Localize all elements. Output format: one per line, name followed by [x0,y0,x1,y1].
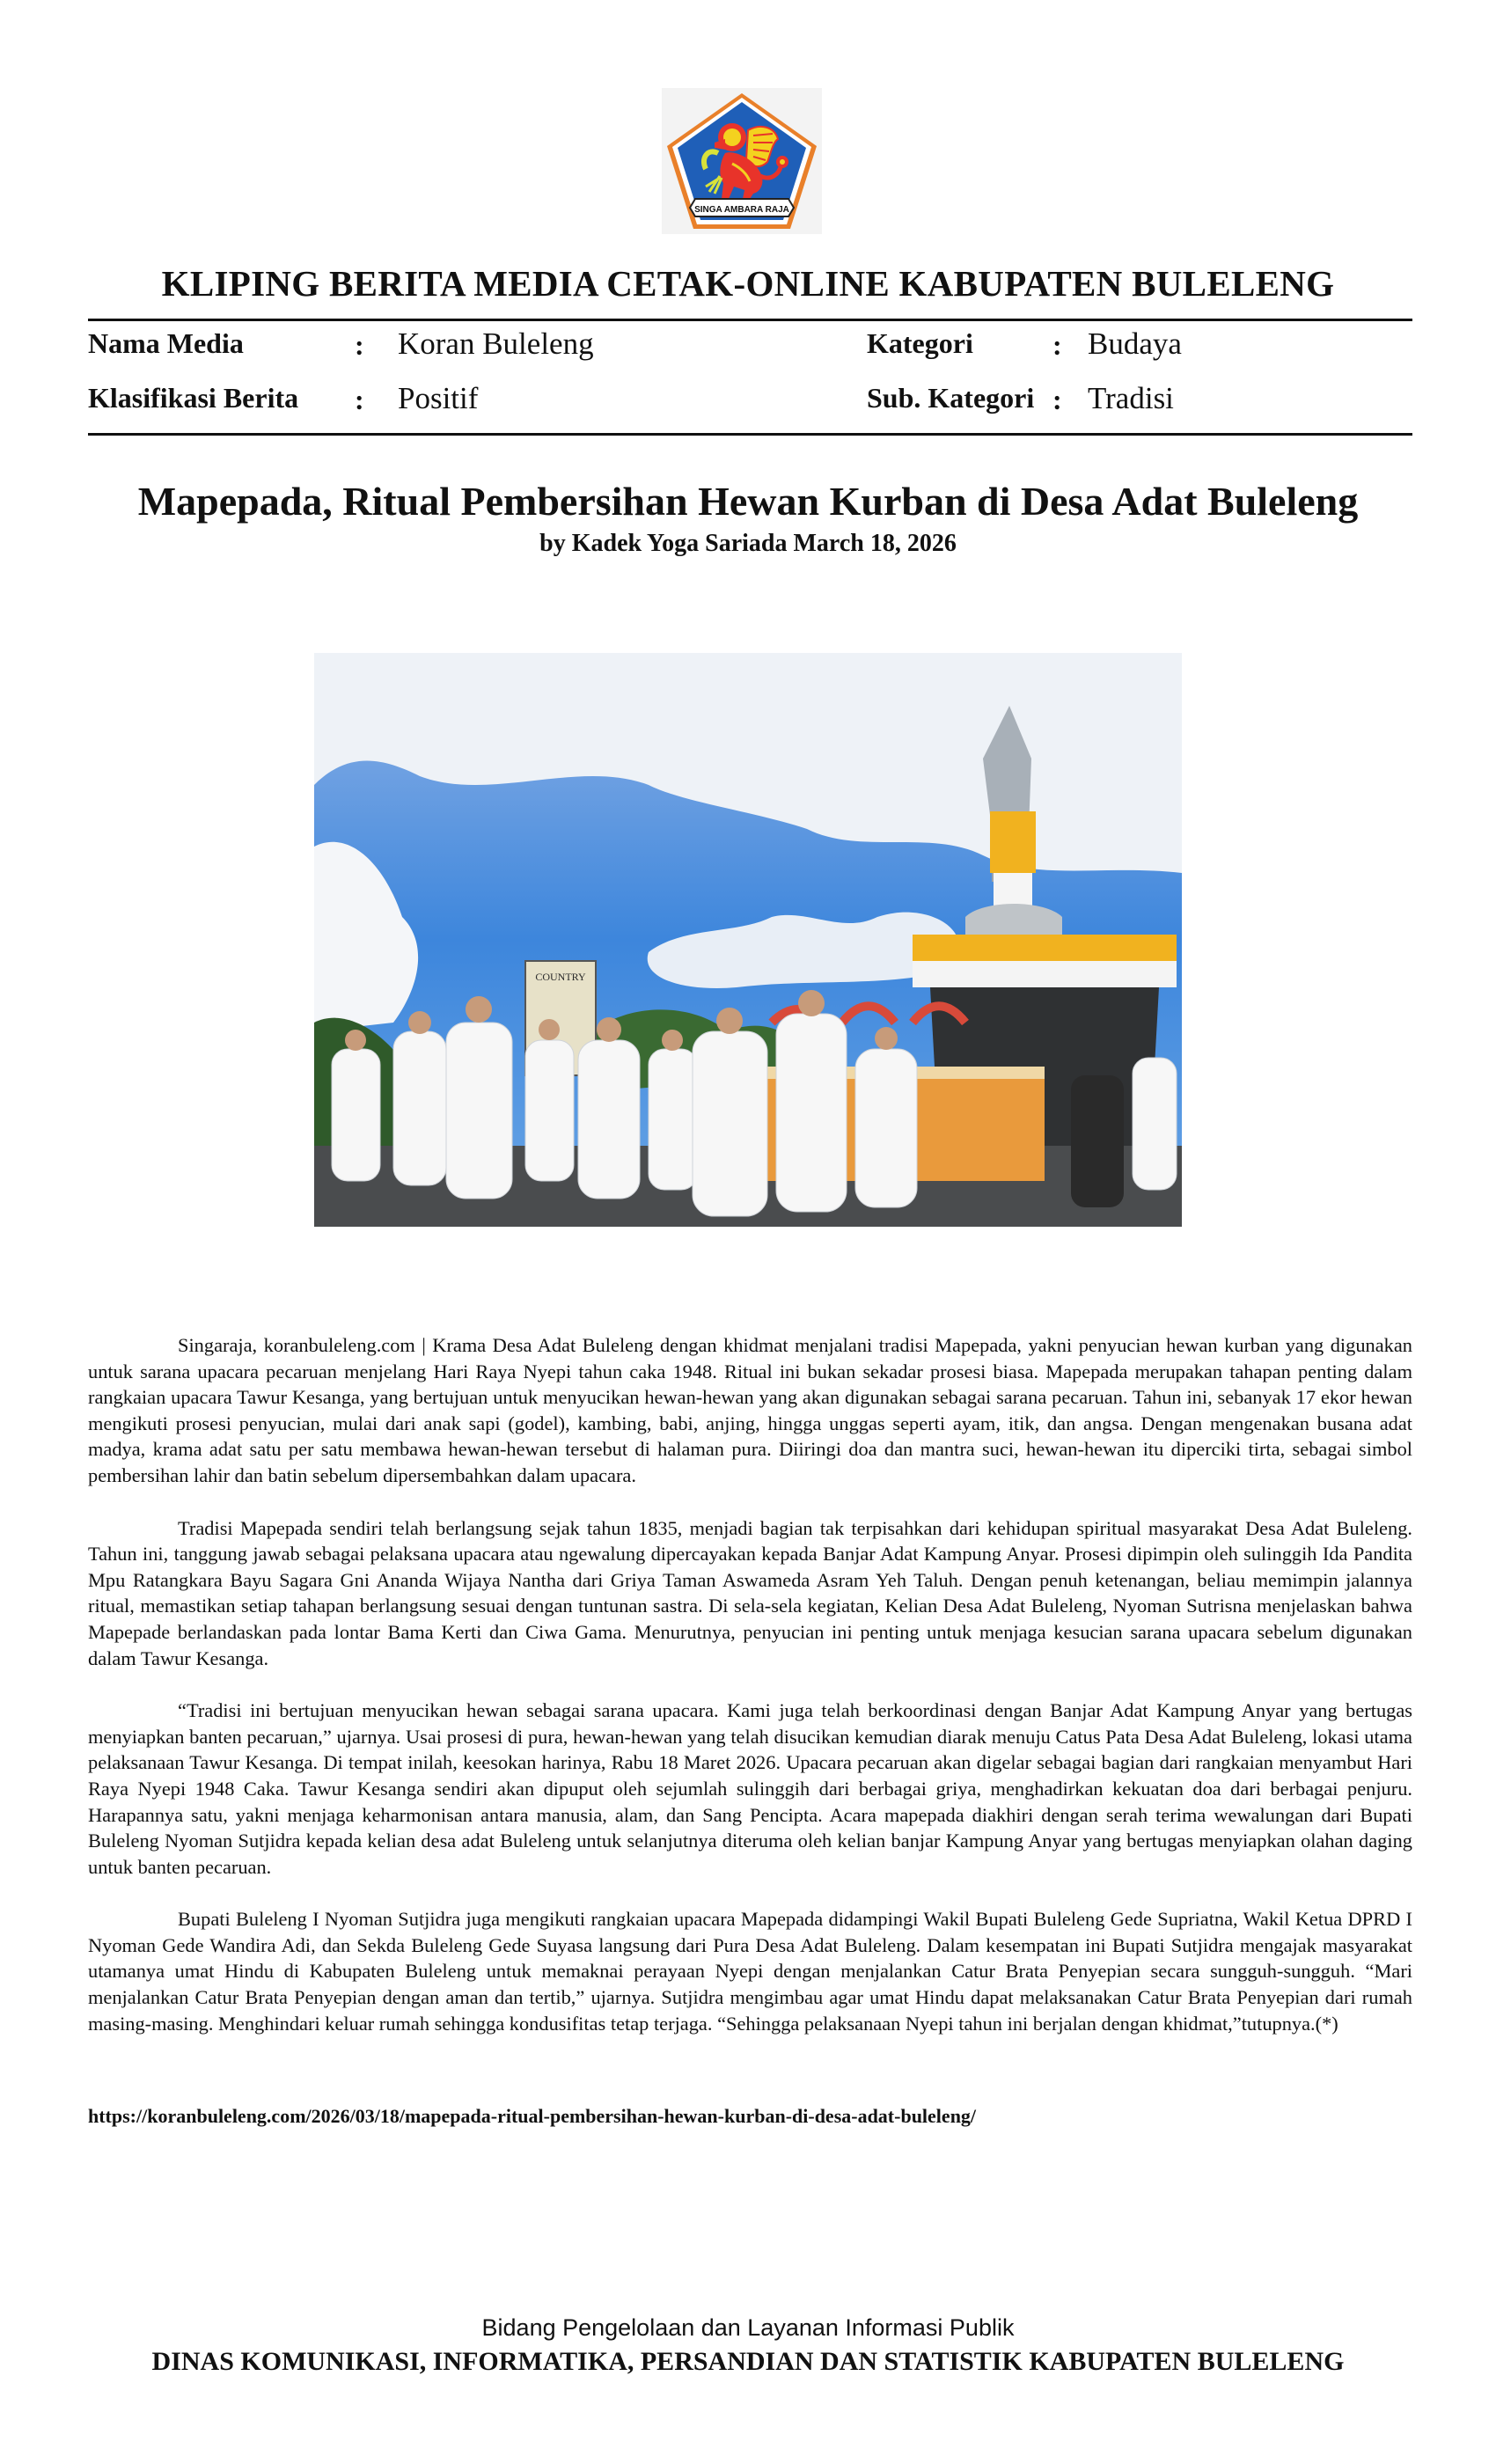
header-divider-bottom [88,433,1412,436]
meta-label-nama-media: Nama Media [88,327,244,359]
article-paragraph: Bupati Buleleng I Nyoman Sutjidra juga mengikuti rangkaian upacara Mapepada didampingi Wakil Bupati Buleleng Gede Supriatna, Wakil Ketua DPRD I Nyoman Gede Wandira Adi, dan Sekda Buleleng Gede Suyasa langsung dari Pura Desa Adat Buleleng. Dalam kesempatan ini Bupati Sutjidra mengajak masyarakat utamanya umat Hindu di Kabupaten Buleleng untuk memaknai perayaan Nyepi dengan menjalankan Catur Brata Penyepian secara sungguh-sungguh. “Mari menjalankan Catur Brata Penyepian dengan aman dan tertib,” ujarnya. Sutjidra mengimbau agar umat Hindu dapat melaksanakan Catur Brata Penyepian dari rumah masing-masing. Menghindari keluar rumah sehingga kondusifitas tetap terjaga. “Sehingga pelaksanaan Nyepi tahun ini berjalan dengan khidmat,”tutupnya.(*) [88,1908,1412,2035]
article-byline: by Kadek Yoga Sariada March 18, 2026 [539,530,957,557]
clipping-header-title: KLIPING BERITA MEDIA CETAK-ONLINE KABUPATEN BULELENG [161,263,1335,304]
footer-agency-name: DINAS KOMUNIKASI, INFORMATIKA, PERSANDIAN DAN STATISTIK KABUPATEN BULELENG [151,2347,1345,2376]
header-divider-top [88,319,1412,321]
meta-label-kategori: Kategori [867,327,973,359]
meta-label-klasifikasi: Klasifikasi Berita [88,382,299,414]
ceremony-photo [314,653,1182,1227]
source-url-link[interactable]: https://koranbuleleng.com/2026/03/18/mapepada-ritual-pembersihan-hewan-kurban-di-desa-adat-buleleng/ [88,2105,977,2127]
article-title: Mapepada, Ritual Pembersihan Hewan Kurban di Desa Adat Buleleng [137,479,1359,524]
meta-value-nama-media: Koran Buleleng [398,326,594,361]
article-paragraph: “Tradisi ini bertujuan menyucikan hewan sebagai sarana upacara. Kami juga telah berkoordinasi dengan Banjar Adat Kampung Anyar yang bertugas menyiapkan banten pecaruan,” ujarnya. Usai prosesi di pura, hewan-hewan yang telah disucikan kemudian diarak menuju Catus Pata Desa Adat Buleleng, lokasi utama pelaksanaan Tawur Kesanga. Di tempat inilah, keesokan harinya, Rabu 18 Maret 2026. Upacara pecaruan akan digelar sebagai bagian dari rangkaian menyambut Hari Raya Nyepi 1948 Caka. Tawur Kesanga sendiri akan dipuput oleh sejumlah sulinggih dari berbagai griya, menghadirkan kekuatan doa dari berbagai penjuru. Harapannya satu, yakni menjaga keharmonisan antara manusia, alam, dan Sang Pencipta. Acara mapepada diakhiri dengan serah terima wewalungan dari Bupati Buleleng Nyoman Sutjidra kepada kelian desa adat Buleleng untuk selanjutnya diteruma oleh kelian banjar Kampung Anyar yang bertugas menyiapkan olahan daging untuk banten pecaruan. [88,1699,1412,1878]
meta-colon: : [355,329,364,361]
meta-value-klasifikasi: Positif [398,381,479,415]
article-body [88,1332,1412,2063]
article-paragraph: Tradisi Mapepada sendiri telah berlangsung sejak tahun 1835, menjadi bagian tak terpisahkan dari kehidupan spiritual masyarakat Desa Adat Buleleng. Tahun ini, tanggung jawab sebagai pelaksana upacara atau ngewalung dipercayakan kepada Banjar Adat Kampung Anyar. Prosesi dipimpin oleh sulinggih Ida Pandita Mpu Ratangkara Bayu Sagara Gni Ananda Wijaya Nantha dari Griya Taman Aswameda Asram Yeh Taluh. Dengan penuh ketenangan, beliau memimpin jalannya ritual, memastikan setiap tahapan berlangsung sesuai dengan tuntunan sastra. Di sela-sela kegiatan, Kelian Desa Adat Buleleng, Nyoman Sutrisna menjelaskan bahwa Mapepade berlandaskan pada lontar Bama Kerti dan Ciwa Gama. Menurutnya, penyucian ini penting untuk menjaga kesucian sarana upacara sebelum digunakan dalam Tawur Kesanga. [88,1516,1412,1669]
billboard-sign-text: COUNTRY [535,971,586,983]
buleleng-regency-emblem [662,88,822,234]
emblem-motto: SINGA AMBARA RAJA [694,205,789,215]
meta-value-sub-kategori: Tradisi [1088,381,1174,415]
meta-label-sub-kategori: Sub. Kategori [867,382,1035,414]
meta-colon: : [1052,329,1062,361]
article-photo [314,653,1182,1227]
article-paragraph: Singaraja, koranbuleleng.com | Krama Desa Adat Buleleng dengan khidmat menjalani tradisi Mapepada, yakni penyucian hewan kurban yang digunakan untuk sarana upacara pecaruan menjelang Hari Raya Nyepi tahun caka 1948. Ritual ini bukan sekadar prosesi biasa. Mapepada merupakan tahapan penting dalam rangkaian upacara Tawur Kesanga, yang bertujuan untuk menyucikan hewan-hewan yang akan digunakan sebagai sarana pecaruan. Tahun ini, sebanyak 17 ekor hewan mengikuti prosesi penyucian, mulai dari anak sapi (godel), kambing, babi, anjing, hingga unggas seperti ayam, itik, dan angsa. Dengan mengenakan busana adat madya, krama adat satu per satu membawa hewan-hewan tersebut di halaman pura. Diiringi doa dan mantra suci, hewan-hewan itu diperciki tirta, sebagai simbol pembersihan lahir dan batin sebelum dipersembahkan dalam upacara. [88,1334,1412,1486]
footer-division-name: Bidang Pengelolaan dan Layanan Informasi Publik [481,2314,1015,2341]
meta-value-kategori: Budaya [1088,326,1182,361]
emblem-graphic [662,88,822,234]
meta-colon: : [355,384,364,415]
meta-colon: : [1052,384,1062,415]
